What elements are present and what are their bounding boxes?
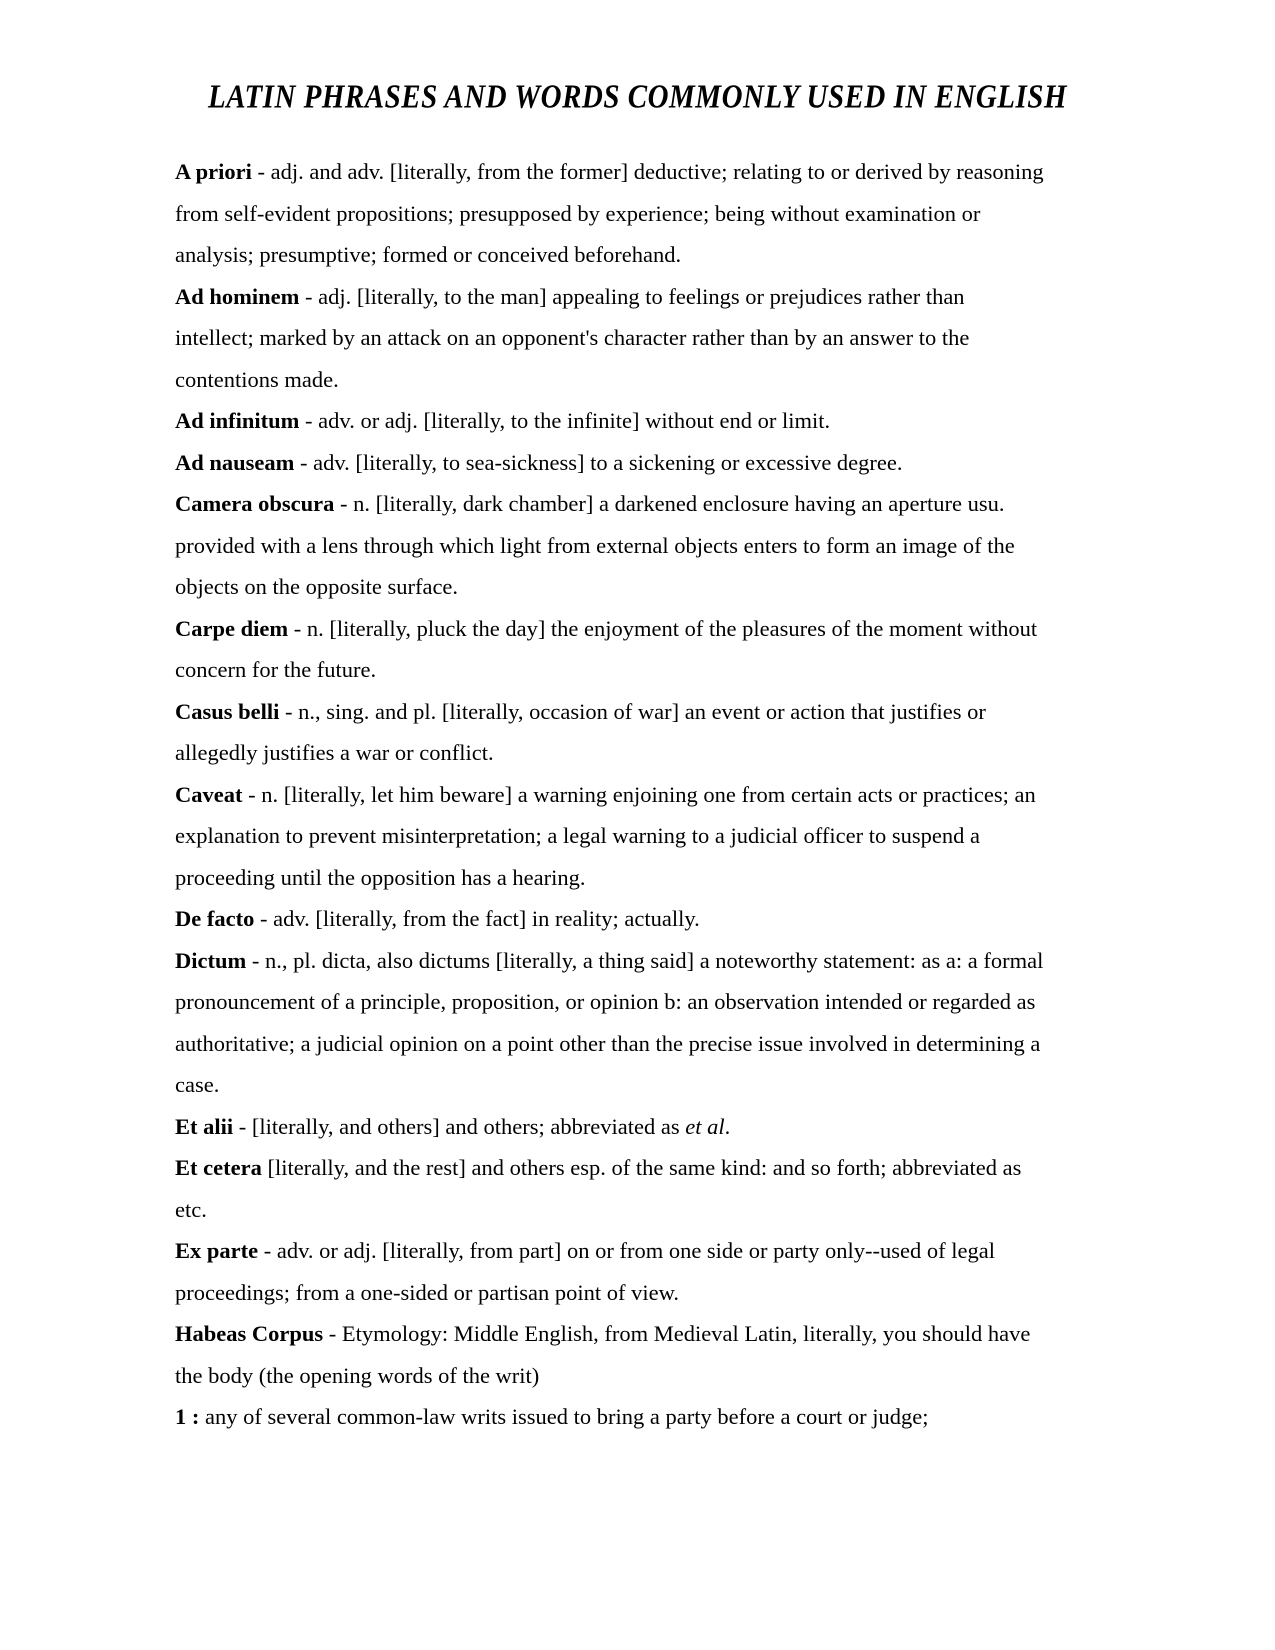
entry-habeas-corpus-sense-1 <box>175 1396 1047 1438</box>
entry-term: Dictum <box>175 947 247 973</box>
entry-definition: - n. [literally, let him beware] a warning enjoining one from certain acts or practices; an explanation to prevent misinterpretation; a legal warning to a judicial officer to suspend a proceeding until the opposition has a hearing. <box>175 781 1036 890</box>
entry-term: Et alii <box>175 1113 234 1139</box>
entry-definition-tail: . <box>724 1113 731 1139</box>
entry-definition: - Etymology: Middle English, from Medieval Latin, literally, you should have the body (the opening words of the writ) <box>175 1321 1031 1388</box>
entry-dictum <box>175 940 1047 1106</box>
page-title: LATIN PHRASES AND WORDS COMMONLY USED IN ENGLISH <box>208 77 1067 116</box>
entry-definition: - adv. or adj. [literally, from part] on or from one side or party only--used of legal proceedings; from a one-sided or partisan point of view. <box>175 1238 995 1305</box>
entry-definition: - [literally, and others] and others; abbreviated as <box>233 1113 686 1139</box>
entry-casus-belli <box>175 691 1047 774</box>
entry-list <box>0 99 1275 1438</box>
entry-et-cetera <box>175 1147 1047 1230</box>
entry-term: Ad infinitum <box>175 408 300 433</box>
entry-et-alii <box>175 1106 1047 1148</box>
entry-term: Carpe diem <box>175 615 289 641</box>
entry-carpe-diem <box>175 608 1047 691</box>
entry-term: Camera obscura <box>175 491 335 516</box>
entry-ex-parte <box>175 1230 1047 1313</box>
entry-definition: - adj. [literally, to the man] appealing to feelings or prejudices rather than intellect; marked by an attack on an opponent's character rather than by an answer to the contentions made. <box>175 283 970 392</box>
entry-abbreviation: et al <box>685 1113 725 1139</box>
entry-ad-infinitum <box>175 400 1047 442</box>
entry-term: Ad nauseam <box>175 449 295 475</box>
entry-term: Habeas Corpus <box>175 1321 324 1346</box>
entry-definition: - n. [literally, pluck the day] the enjoyment of the pleasures of the moment without concern for the future. <box>175 615 1038 682</box>
entry-definition: - n., pl. dicta, also dictums [literally, a thing said] a noteworthy statement: as a: a formal pronouncement of a principle, proposition, or opinion b: an observation intended or regarded as authoritative; a judicial opinion on a point other than the precise issue involved in determining a case. <box>175 947 1044 1097</box>
entry-definition: - n., sing. and pl. [literally, occasion of war] an event or action that justifies or allegedly justifies a war or conflict. <box>175 698 986 765</box>
entry-definition: - adj. and adv. [literally, from the former] deductive; relating to or derived by reasoning from self-evident propositions; presupposed by experience; being without examination or analysis; presumptive; formed or conceived beforehand. <box>175 159 1044 267</box>
entry-term: A priori <box>175 159 252 184</box>
entry-a-priori <box>175 151 1047 276</box>
entry-term: Casus belli <box>175 698 280 724</box>
entry-term: De facto <box>175 906 255 931</box>
entry-definition: - n. [literally, dark chamber] a darkened enclosure having an aperture usu. provided with a lens through which light from external objects enters to form an image of the objects on the opposite surface. <box>175 491 1015 599</box>
entry-term: Et cetera <box>175 1155 262 1180</box>
entry-definition: [literally, and the rest] and others esp. of the same kind: and so forth; abbreviated as etc. <box>175 1155 1022 1222</box>
entry-ad-hominem <box>175 276 1047 401</box>
entry-caveat <box>175 774 1047 899</box>
entry-term: Ex parte <box>175 1238 259 1263</box>
entry-definition: - adv. [literally, to sea-sickness] to a sickening or excessive degree. <box>294 449 903 475</box>
entry-term: Caveat <box>175 781 243 807</box>
entry-definition: - adv. or adj. [literally, to the infinite] without end or limit. <box>299 408 831 433</box>
entry-ad-nauseam <box>175 442 1047 484</box>
entry-de-facto <box>175 898 1047 940</box>
entry-habeas-corpus <box>175 1313 1047 1396</box>
entry-term: Ad hominem <box>175 283 300 309</box>
entry-definition: any of several common-law writs issued to bring a party before a court or judge; <box>199 1404 929 1429</box>
entry-definition: - adv. [literally, from the fact] in reality; actually. <box>254 906 700 931</box>
entry-sense-number: 1 : <box>175 1404 200 1429</box>
entry-camera-obscura <box>175 483 1047 608</box>
